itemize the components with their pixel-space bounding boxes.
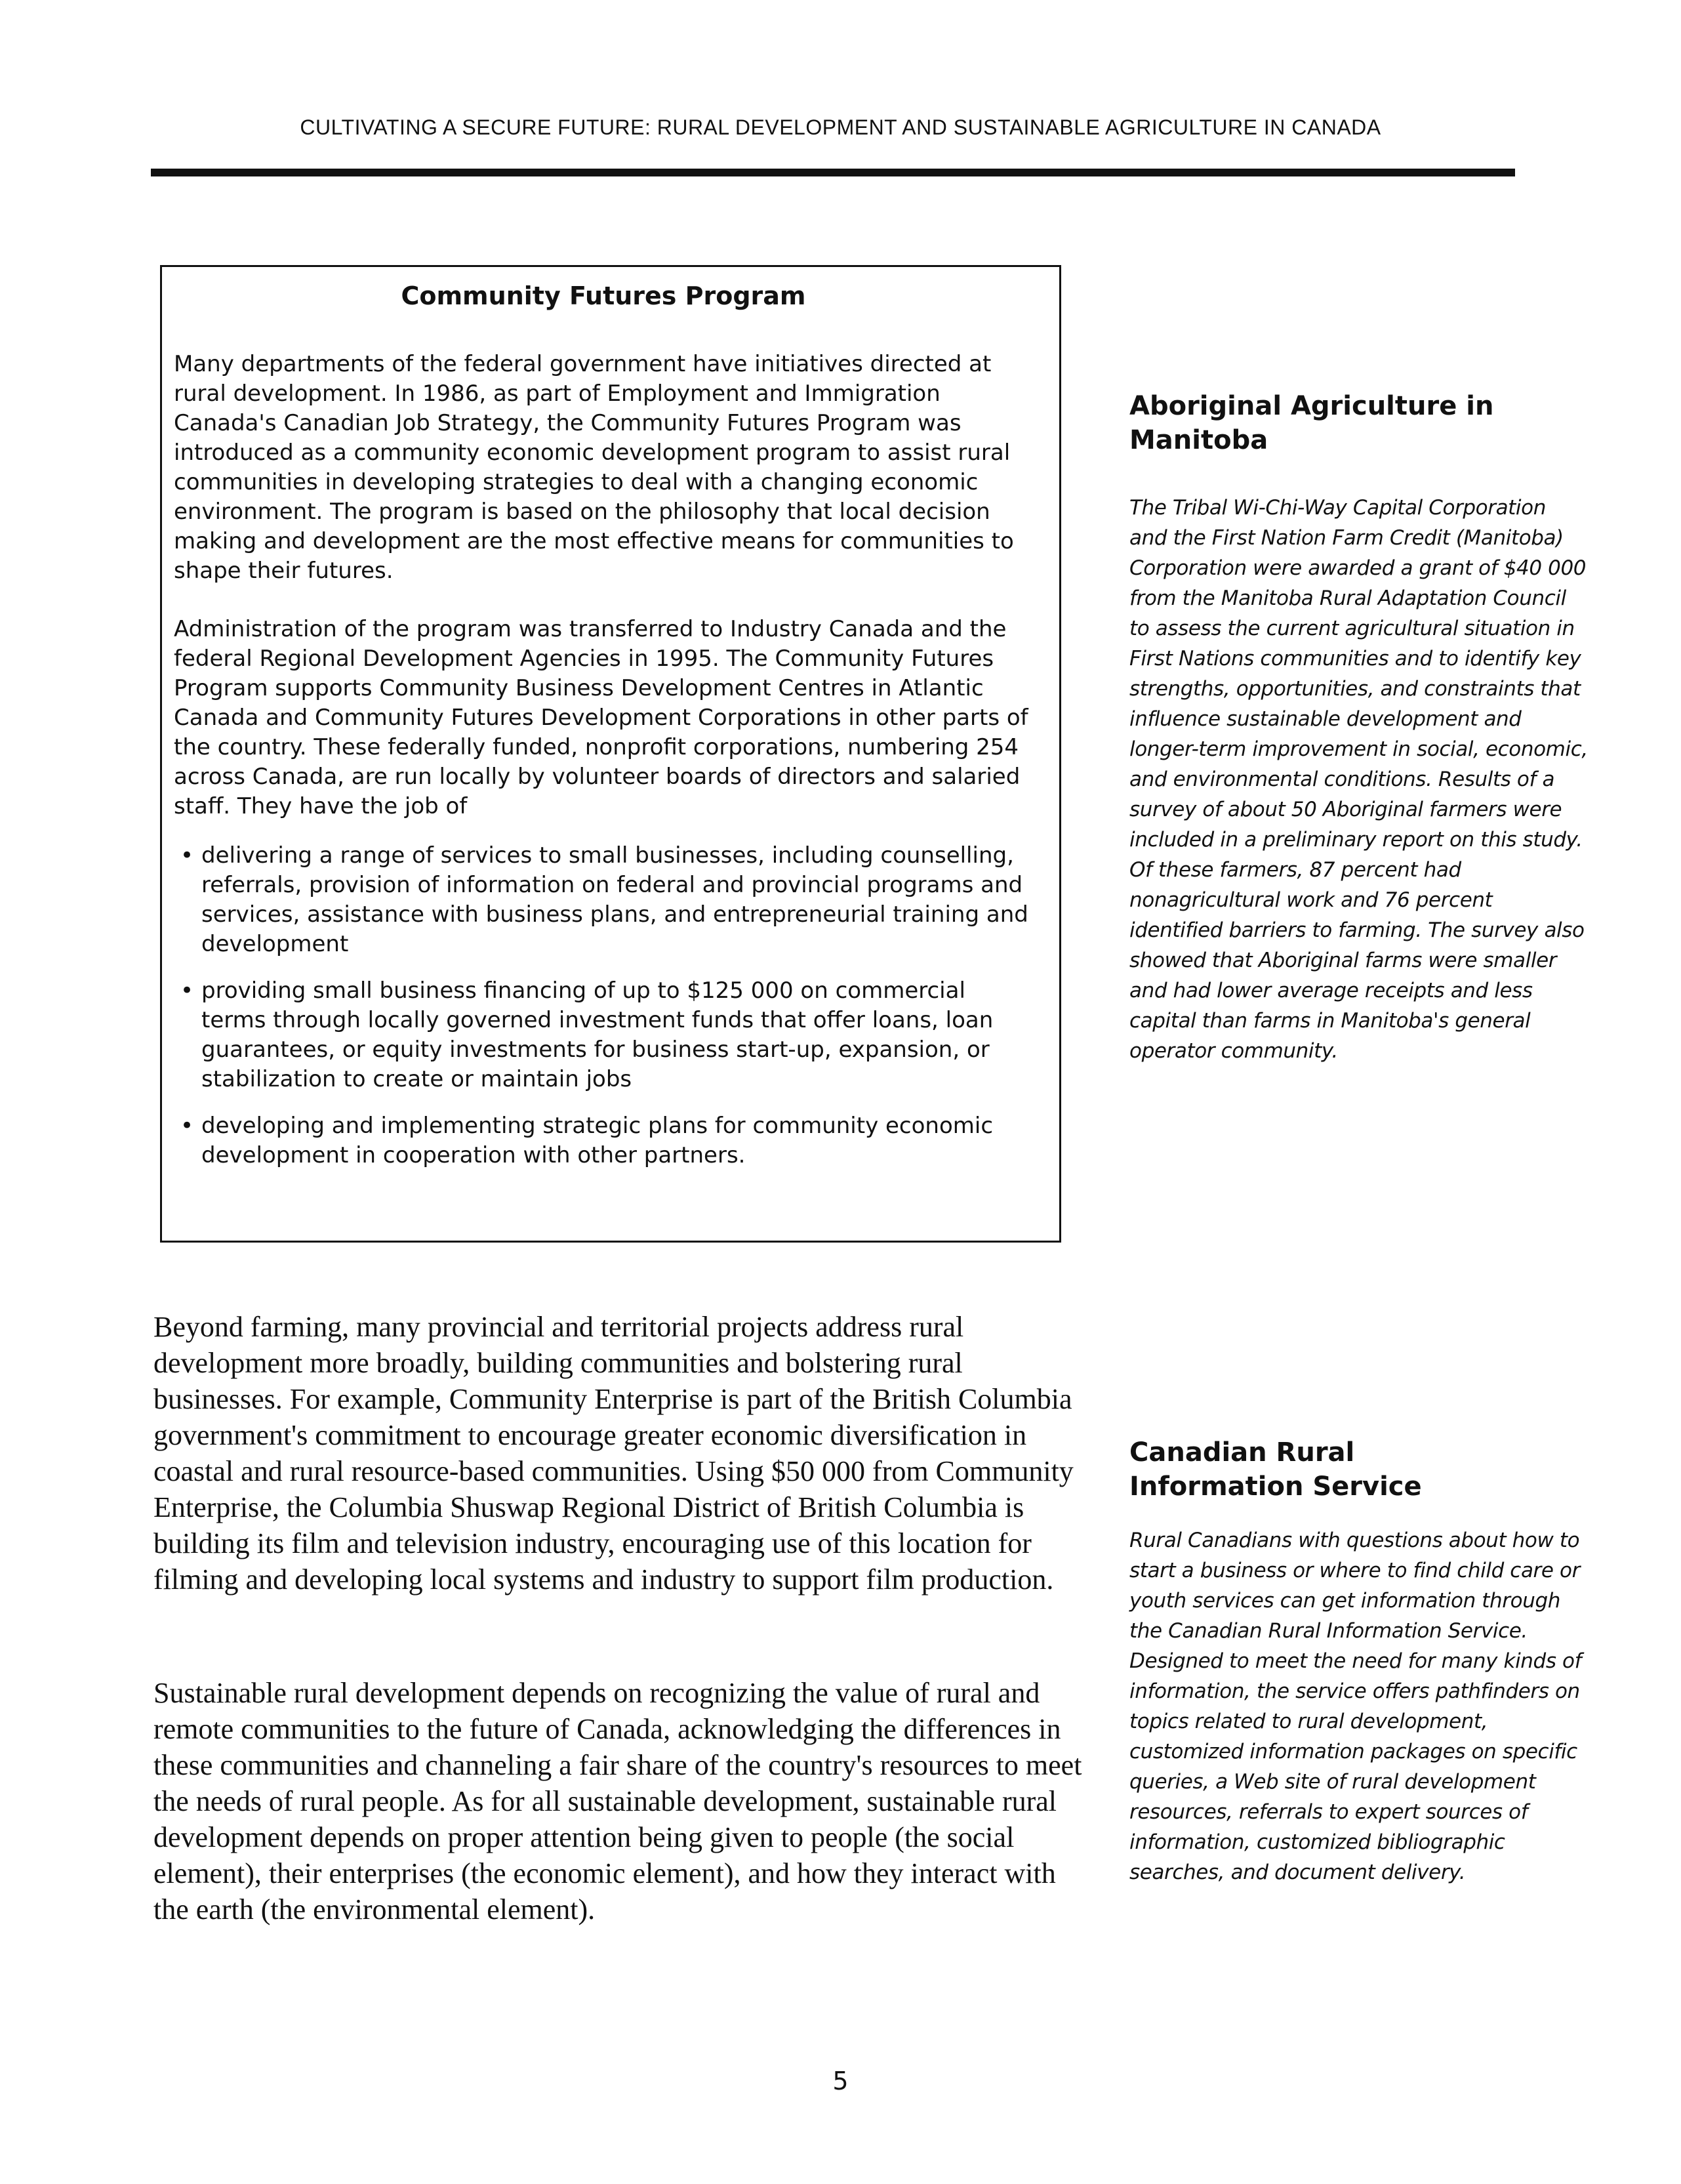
running-header: CULTIVATING A SECURE FUTURE: RURAL DEVELOPMENT AND SUSTAINABLE AGRICULTURE IN CANADA xyxy=(300,115,1381,139)
box-paragraph: Many departments of the federal government have initiatives directed at rural development. In 1986, as part of Employment and Immigration Canada's Canadian Job Strategy, the Community Futures Program was introduced as a community economic development program to assist rural communities in developing strategies to deal with a changing economic environment. The program is based on the philosophy that local decision making and development are the most effective means for communities to shape their futures. xyxy=(174,351,1014,584)
sidebar-heading-rural-information: Canadian Rural Information Service xyxy=(1129,1437,1422,1502)
list-item-text: developing and implementing strategic plans for community economic development in cooperation with other partners. xyxy=(201,1113,994,1168)
box-paragraph: Administration of the program was transferred to Industry Canada and the federal Regional Development Agencies in 1995. The Community Futures Program supports Community Business Development Centres in Atlantic Canada and Community Futures Development Corporations in other parts of the country. These federally funded, nonprofit corporations, numbering 254 across Canada, are run locally by volunteer boards of directors and salaried staff. They have the job of xyxy=(174,616,1028,819)
body-paragraph: Sustainable rural development depends on recognizing the value of rural and remote communities to the future of Canada, acknowledging the differences in these communities and channeling a fair share of the country's resources to meet the needs of rural people. As for all sustainable development, sustainable rural development depends on proper attention being given to people (the social element), their enterprises (the economic element), and how they interact with the earth (the environmental element). xyxy=(153,1677,1082,1926)
services-list xyxy=(174,841,1033,1170)
header-rule xyxy=(151,169,1515,176)
bullet-icon: • xyxy=(180,842,194,869)
list-item-text: providing small business financing of up to $125 000 on commercial terms through locally governed investment funds that offer loans, loan guarantees, or equity investments for business start-up, expansion, or stabilization to create or maintain jobs xyxy=(201,978,994,1092)
list-item xyxy=(174,976,1033,1094)
list-item xyxy=(174,841,1033,959)
sidebar-text-rural-information: Rural Canadians with questions about how to start a business or where to find child care or youth services can get information through the Canadian Rural Information Service. Designed to meet the need for many kinds of information, the service offers pathfinders on topics related to rural development, customized information packages on specific queries, a Web site of rural development resources, referrals to expert sources of information, customized bibliographic searches, and document delivery. xyxy=(1129,1529,1582,1884)
bullet-icon: • xyxy=(180,1113,194,1139)
sidebar-text-aboriginal-agriculture: The Tribal Wi-Chi-Way Capital Corporation and the First Nation Farm Credit (Manitoba) Corporation were awarded a grant of $40 000 from the Manitoba Rural Adaptation Council to assess the current agricultural situation in First Nations communities and to identify key strengths, opportunities, and constraints that influence sustainable development and longer-term improvement in social, economic, and environmental conditions. Results of a survey of about 50 Aboriginal farmers were included in a preliminary report on this study. Of these farmers, 87 percent had nonagricultural work and 76 percent identified barriers to farming. The survey also showed that Aboriginal farms were smaller and had lower average receipts and less capital than farms in Manitoba's general operator community. xyxy=(1129,496,1588,1063)
list-item xyxy=(174,1111,1033,1170)
body-paragraph: Beyond farming, many provincial and territorial projects address rural development more broadly, building communities and bolstering rural businesses. For example, Community Enterprise is part of the British Columbia government's commitment to encourage greater economic diversification in coastal and rural resource-based communities. Using $50 000 from Community Enterprise, the Columbia Shuswap Regional District of British Columbia is building its film and television industry, encouraging use of this location for filming and developing local systems and industry to support film production. xyxy=(153,1311,1074,1596)
sidebar-heading-aboriginal-agriculture: Aboriginal Agriculture in Manitoba xyxy=(1129,391,1494,455)
community-futures-box xyxy=(160,265,1061,1243)
bullet-icon: • xyxy=(180,978,194,1004)
list-item-text: delivering a range of services to small businesses, including counselling, referrals, provision of information on federal and provincial programs and services, assistance with business plans, and entrepreneurial training and development xyxy=(201,842,1028,957)
page-number: 5 xyxy=(832,2067,849,2095)
box-title: Community Futures Program xyxy=(401,281,806,310)
